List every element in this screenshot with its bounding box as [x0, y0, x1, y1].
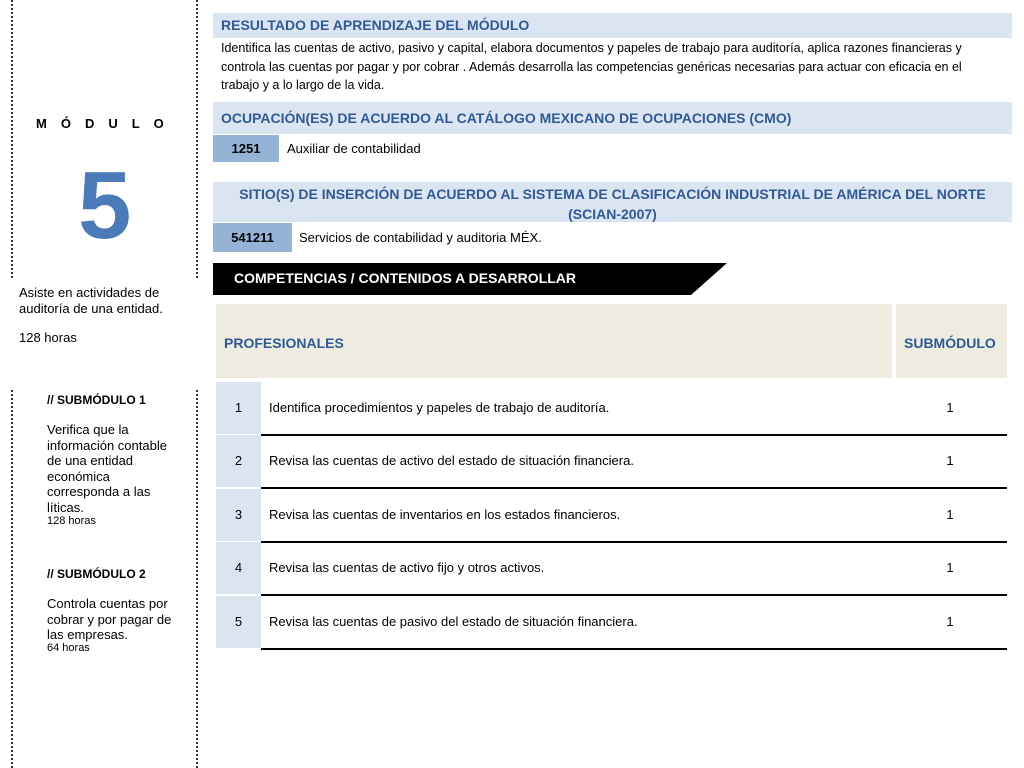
column-submodulo-label: SUBMÓDULO: [904, 335, 996, 351]
submodule-2-hours: 64 horas: [47, 642, 90, 654]
resultado-heading: RESULTADO DE APRENDIZAJE DEL MÓDULO: [221, 17, 530, 33]
separator-left-top: [11, 0, 13, 278]
ocupacion-code: 1251: [213, 135, 279, 162]
resultado-header: [213, 13, 1012, 38]
column-profesionales-label: PROFESIONALES: [224, 335, 344, 351]
separator-right-bottom: [196, 390, 198, 768]
row-number: 4: [216, 542, 261, 594]
table-row: [216, 489, 1007, 541]
submodule-1-title: // SUBMÓDULO 1: [47, 393, 146, 407]
row-submodulo: 1: [946, 400, 954, 415]
table-row: [216, 382, 1007, 434]
row-number: 5: [216, 596, 261, 648]
ocupacion-heading: OCUPACIÓN(ES) DE ACUERDO AL CATÁLOGO MEXICANO DE OCUPACIONES (CMO): [221, 110, 792, 126]
row-submodulo: 1: [946, 614, 954, 629]
separator-left-bottom: [11, 390, 13, 768]
module-number: 5: [78, 152, 132, 259]
sitio-header: [213, 182, 1012, 222]
competencias-banner-text: COMPETENCIAS / CONTENIDOS A DESARROLLAR: [234, 270, 576, 286]
ocupacion-header: [213, 102, 1012, 134]
row-submodulo: 1: [946, 560, 954, 575]
submodule-1-hours: 128 horas: [47, 515, 96, 527]
submodule-2-title: // SUBMÓDULO 2: [47, 567, 146, 581]
row-competencia: Identifica procedimientos y papeles de trabajo de auditoría.: [269, 400, 610, 415]
row-submodulo: 1: [946, 453, 954, 468]
row-number: 2: [216, 435, 261, 487]
resultado-text: Identifica las cuentas de activo, pasivo y capital, elabora documentos y papeles de trabajo para auditoría, aplica razones financieras y controla las cuentas por pagar y por cobrar . Además desarrolla las competencias genéricas necesarias para actuar con eficacia en el trabajo y a lo largo de la vida.: [221, 41, 962, 92]
row-number: 1: [216, 382, 261, 434]
sitio-heading: SITIO(S) DE INSERCIÓN DE ACUERDO AL SISTEMA DE CLASIFICACIÓN INDUSTRIAL DE AMÉRICA DEL NORTE (SCIAN-2007): [239, 186, 986, 222]
module-hours: 128 horas: [19, 330, 77, 345]
row-competencia: Revisa las cuentas de inventarios en los estados financieros.: [269, 507, 621, 522]
module-description: Asiste en actividades de auditoría de una entidad.: [19, 285, 163, 316]
module-label: MÓDULO: [36, 116, 178, 131]
table-row: [216, 435, 1007, 487]
sitio-label: Servicios de contabilidad y auditoria MÉX.: [299, 230, 542, 245]
row-competencia: Revisa las cuentas de pasivo del estado de situación financiera.: [269, 614, 638, 629]
row-submodulo: 1: [946, 507, 954, 522]
table-row: [216, 596, 1007, 648]
sitio-code: 541211: [213, 223, 292, 252]
separator-right-top: [196, 0, 198, 278]
table-row: [216, 542, 1007, 594]
submodule-2-description: Controla cuentas por cobrar y por pagar de las empresas.: [47, 596, 172, 642]
row-divider: [261, 648, 1007, 650]
row-competencia: Revisa las cuentas de activo fijo y otros activos.: [269, 560, 545, 575]
row-number: 3: [216, 489, 261, 541]
submodule-1-description: Verifica que la información contable de una entidad económica corresponda a las líticas.: [47, 422, 167, 515]
row-competencia: Revisa las cuentas de activo del estado de situación financiera.: [269, 453, 634, 468]
ocupacion-label: Auxiliar de contabilidad: [287, 141, 421, 156]
